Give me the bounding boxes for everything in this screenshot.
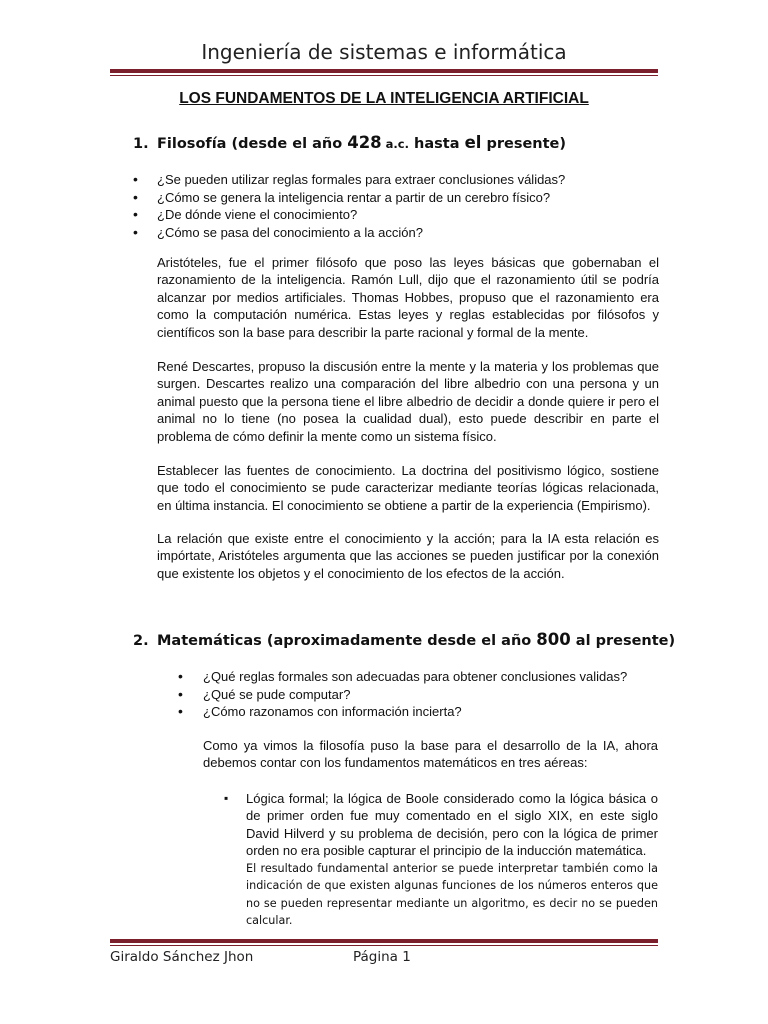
list-item: • ¿Qué se pude computar? [180, 686, 658, 704]
header-title: Ingeniería de sistemas e informática [201, 40, 567, 64]
logic-formal-continuation: El resultado fundamental anterior se puede interpretar también como la indicación de que existen algunas funciones de los números enteros que no se pueden representar mediante un algoritmo, es decir no se pueden calcular. [246, 861, 658, 928]
section-number: 1. [133, 136, 149, 152]
list-item: • ¿Se pueden utilizar reglas formales para extraer conclusiones válidas? [133, 171, 673, 189]
section-2-questions [180, 668, 658, 721]
footer-page-number: Página 1 [353, 949, 411, 965]
footer-rule [110, 939, 658, 946]
list-item: • ¿Cómo razonamos con información incierta? [180, 703, 658, 721]
section-number: 2. [133, 633, 149, 649]
paragraph-math-intro: Como ya vimos la filosofía puso la base para el desarrollo de la IA, ahora debemos contar con los fundamentos matemáticos en tres aéreas: [203, 738, 658, 771]
list-item: • ¿Cómo se pasa del conocimiento a la acción? [133, 224, 673, 242]
paragraph-descartes: René Descartes, propuso la discusión entre la mente y la materia y los problemas que surgen. Descartes realizo una comparación del libre albedrio con una persona y un animal puesto que la persona tiene el libre albedrio de decidir a donde quiere ir pero el animal no lo tiene (no posea la cualidad dual), esto puede describir en parte el problema de cómo definir la mente como un sistema físico. [157, 359, 659, 444]
paragraph-conocimiento-accion: La relación que existe entre el conocimiento y la acción; para la IA esta relación es impórtate, Aristóteles argumenta que las acciones se pueden justificar por la conexión que existente los objetos y el conocimiento de los efectos de la acción. [157, 531, 659, 581]
section-1-heading: 1. Filosofía (desde el año 428 a.c. hasta el presente) [133, 133, 567, 152]
math-areas-list [222, 790, 658, 930]
paragraph-fuentes-conocimiento: Establecer las fuentes de conocimiento. La doctrina del positivismo lógico, sostiene que todo el conocimiento se pude caracterizar mediante teorías lógicas relacionada, en última instancia. El conocimiento se obtiene a partir de la experiencia (Empirismo). [157, 463, 659, 513]
logic-formal-text: Lógica formal; la lógica de Boole considerado como la lógica básica o de primer orden fue muy comentado en el siglo XIX, en este siglo David Hilverd y su problema de decisión, pero con la lógica de primer orden no era posible capturar el principio de la inducción matemática. [246, 791, 658, 859]
list-item: • ¿Qué reglas formales son adecuadas para obtener conclusiones validas? [180, 668, 658, 686]
footer-author: Giraldo Sánchez Jhon [110, 949, 254, 965]
list-item: • ¿Cómo se genera la inteligencia rentar a partir de un cerebro físico? [133, 189, 673, 207]
section-2-heading: 2. Matemáticas (aproximadamente desde el año 800 al presente) [133, 630, 676, 649]
list-item: • ¿De dónde viene el conocimiento? [133, 206, 673, 224]
document-title: LOS FUNDAMENTOS DE LA INTELIGENCIA ARTIFICIAL [179, 90, 589, 107]
paragraph-aristoteles: Aristóteles, fue el primer filósofo que poso las leyes básicas que gobernaban el razonamiento de la inteligencia. Ramón Lull, dijo que el razonamiento útil se podría alcanzar por medios artificiales. Thomas Hobbes, propuso que el razonamiento era como la computación numérica. Estas leyes y reglas establecidas por filósofos y científicos son la base para describir la parte racional y formal de la mente. [157, 255, 659, 340]
header-rule [110, 69, 658, 76]
list-item [222, 790, 658, 930]
section-1-questions [133, 171, 673, 241]
